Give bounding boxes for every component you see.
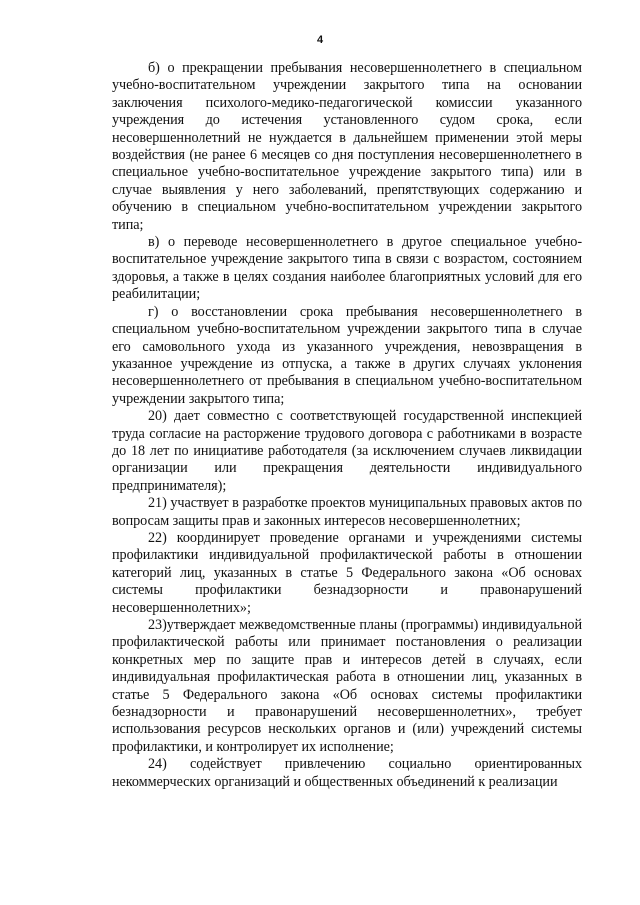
paragraph-22: 22) координирует проведение органами и учреждениями системы профилактики индивидуальной профилактической работы в отношении категорий лиц, указанных в статье 5 Федерального закона «Об основах системы профилактики безнадзорности и правонарушений несовершеннолетних»; [112,529,582,616]
paragraph-b: б) о прекращении пребывания несовершеннолетнего в специальном учебно-воспитательном учреждении закрытого типа на основании заключения психолого-медико-педагогической комиссии указанного учреждения до истечения установленного судом срока, если несовершеннолетний не нуждается в дальнейшем применении этой меры воздействия (не ранее 6 месяцев со дня поступления несовершеннолетнего в специальное учебно-воспитательное учреждение закрытого типа) или в случае выявления у него заболеваний, препятствующих содержанию и обучению в специальном учебно-воспитательном учреждении закрытого типа; [112,60,582,233]
paragraph-23: 23)утверждает межведомственные планы (программы) индивидуальной профилактической работы или принимает постановления о реализации конкретных мер по защите прав и интересов детей в случаях, если индивидуальная профилактическая работа в отношении лиц, указанных в статье 5 Федерального закона «Об основах системы профилактики безнадзорности и правонарушений несовершеннолетних», требует использования ресурсов нескольких органов и (или) учреждений системы профилактики, и контролирует их исполнение; [112,617,582,755]
page-number: 4 [316,34,324,46]
document-body [112,60,582,791]
paragraph-24: 24) содействует привлечению социально ориентированных некоммерческих организаций и общественных объединений к реализации [112,756,582,790]
paragraph-v: в) о переводе несовершеннолетнего в другое специальное учебно-воспитательное учреждение закрытого типа в связи с возрастом, состоянием здоровья, а также в целях создания наиболее благоприятных условий для его реабилитации; [112,234,582,303]
paragraph-20: 20) дает совместно с соответствующей государственной инспекцией труда согласие на расторжение трудового договора с работниками в возрасте до 18 лет по инициативе работодателя (за исключением случаев ликвидации организации или прекращения деятельности индивидуального предпринимателя); [112,408,582,494]
paragraph-g: г) о восстановлении срока пребывания несовершеннолетнего в специальном учебно-воспитательном учреждении закрытого типа в случае его самовольного ухода из указанного учреждения, невозвращения в указанное учреждение из отпуска, а также в других случаях уклонения несовершеннолетнего от пребывания в специальном учебно-воспитательном учреждении закрытого типа; [112,303,582,407]
paragraph-21: 21) участвует в разработке проектов муниципальных правовых актов по вопросам защиты прав и законных интересов несовершеннолетних; [112,495,582,529]
